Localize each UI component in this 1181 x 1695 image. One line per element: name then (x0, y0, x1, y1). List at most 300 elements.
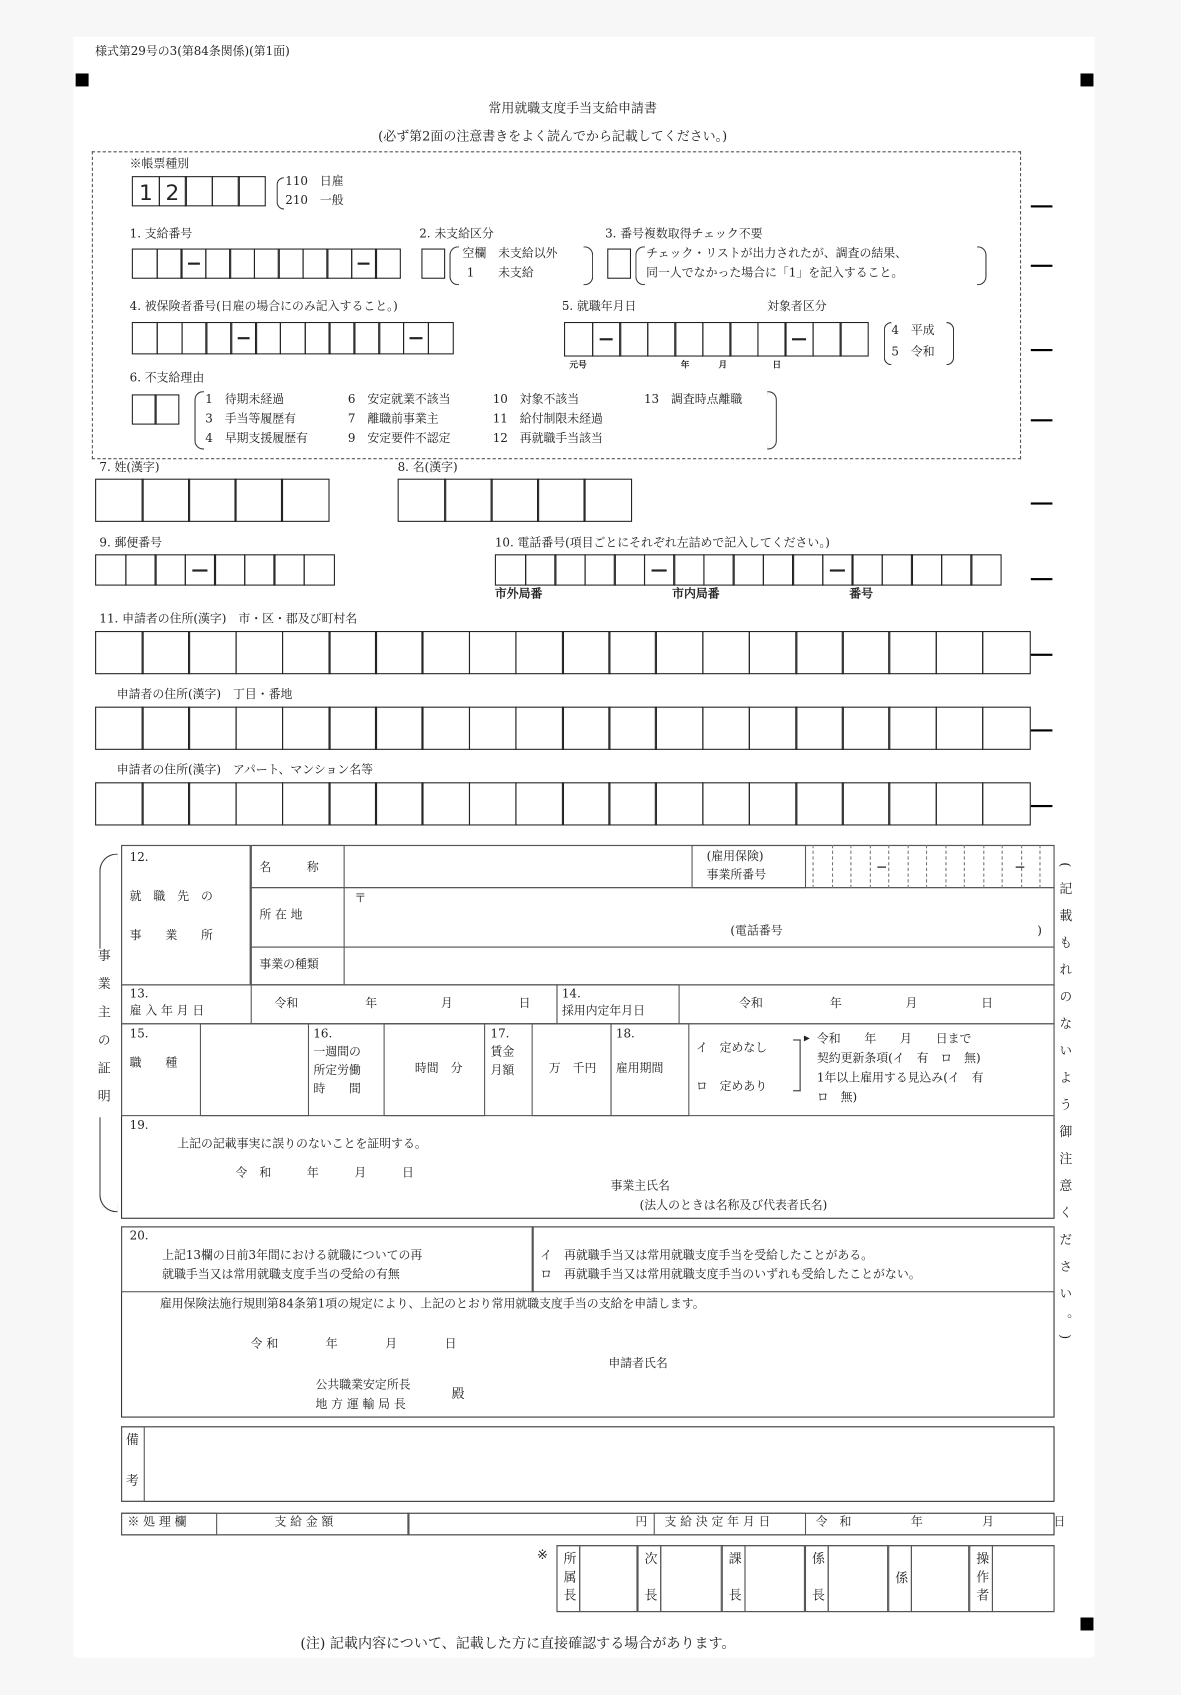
digit-box[interactable] (328, 631, 376, 674)
field-number: 12. (129, 850, 149, 865)
digit-box[interactable] (142, 707, 190, 750)
digit-box[interactable] (840, 322, 869, 357)
digit-box[interactable] (95, 631, 143, 674)
digit-box[interactable] (155, 394, 179, 424)
digit-box[interactable] (206, 322, 232, 354)
digit-box[interactable] (142, 782, 190, 825)
cell (251, 887, 1055, 948)
digit-box[interactable] (609, 631, 657, 674)
local-code-sublabel: 市内局番 (672, 586, 720, 601)
office-label: 事 業 所 (129, 928, 213, 943)
payment-number-label: 1. 支給番号 (129, 226, 193, 241)
wage-label: 賃金 (490, 1044, 515, 1059)
digit-box[interactable] (655, 707, 703, 750)
form-title: 常用就職支度手当支給申請書 (488, 100, 657, 116)
digit-box[interactable] (935, 631, 983, 674)
digit-box[interactable] (655, 782, 703, 825)
form-subtitle: (必ず第2面の注意書きをよく読んでから記載してください。) (378, 128, 728, 144)
digit-box[interactable] (792, 554, 823, 585)
era-option: 5 令和 (891, 344, 935, 359)
digit-box[interactable] (95, 707, 143, 750)
digit-box[interactable] (422, 631, 470, 674)
stamp-cell[interactable] (992, 1545, 1055, 1612)
nonpayment-reason: 3 手当等履歴有 (205, 411, 297, 426)
digit-box[interactable] (515, 782, 563, 825)
remarks-field[interactable] (121, 1426, 1055, 1502)
history-option-yes[interactable]: イ 再就職手当又は常用就職支度手当を受給したことがある。 (540, 1247, 874, 1263)
digit-box[interactable] (982, 631, 1030, 674)
digit-box[interactable] (749, 707, 797, 750)
paren (449, 246, 459, 285)
digit-box[interactable] (234, 479, 282, 522)
period-detail: 令和 年 月 日まで (816, 1031, 972, 1046)
digit-box[interactable] (889, 707, 937, 750)
hours-label: 時 間 (313, 1081, 361, 1096)
caution-note: (記載もれのないよう御注意ください。) (1057, 862, 1073, 1354)
dash-box[interactable] (643, 554, 674, 585)
employment-period-label: 雇用期間 (615, 1061, 664, 1076)
applicant-name-label: 申請者氏名 (608, 1356, 668, 1371)
digit-box[interactable] (982, 707, 1030, 750)
period-option-none[interactable]: イ 定めなし (695, 1040, 768, 1055)
digit-box[interactable] (125, 554, 156, 585)
addressee: 地 方 運 輸 局 長 (315, 1397, 406, 1412)
phone-boxes[interactable] (495, 554, 1000, 585)
digit-box[interactable] (422, 707, 470, 750)
digit-box[interactable] (584, 554, 615, 585)
field-number: 20. (129, 1228, 149, 1243)
digit-box[interactable] (282, 631, 330, 674)
remarks-label: 備考 (124, 1432, 140, 1515)
paren (884, 322, 892, 365)
postal-code-boxes[interactable] (95, 554, 333, 585)
digit-box[interactable] (142, 479, 190, 522)
digit-box[interactable] (156, 249, 182, 279)
digit-box[interactable] (156, 322, 182, 354)
digit-box[interactable] (515, 631, 563, 674)
duplicate-check-box[interactable] (607, 249, 629, 279)
employer-name-note: (法人のときは名称及び代表者氏名) (639, 1198, 828, 1213)
office-label: 就 職 先 の (129, 889, 213, 904)
insured-number-label: 4. 被保険者番号(日雇の場合にのみ記入すること。) (129, 299, 398, 314)
address-building-label: 申請者の住所(漢字) アパート、マンション名等 (116, 762, 374, 777)
digit-box[interactable] (282, 707, 330, 750)
digit-divider (926, 845, 927, 888)
digit-box[interactable] (564, 322, 593, 357)
paren (947, 322, 955, 365)
digit-box[interactable] (554, 554, 585, 585)
digit-box[interactable] (378, 322, 404, 354)
hire-date-year: 年 (365, 996, 378, 1011)
digit-box[interactable] (421, 249, 444, 279)
digit-box[interactable] (851, 554, 882, 585)
period-detail: 1年以上雇用する見込み(イ 有 (816, 1070, 984, 1085)
digit-box[interactable] (702, 322, 731, 357)
digit-box[interactable] (375, 631, 423, 674)
margin-mark (1031, 502, 1053, 504)
nonpayment-reason: 7 離職前事業主 (347, 411, 439, 426)
office-location-label: 所 在 地 (259, 907, 303, 922)
stamp-cell[interactable] (911, 1545, 969, 1612)
hours-label: 所定労働 (313, 1063, 361, 1078)
digit-box[interactable] (188, 707, 236, 750)
digit-box[interactable] (941, 554, 972, 585)
day-sublabel: 日 (772, 358, 782, 370)
dash-box[interactable] (184, 554, 215, 585)
employer-name-label: 事業主氏名 (610, 1178, 670, 1193)
digit-box[interactable] (583, 479, 631, 522)
insured-number-boxes[interactable] (132, 322, 452, 354)
nonpayment-reason: 13 調査時点離職 (643, 392, 743, 407)
approval-role-label: 係 (893, 1571, 909, 1585)
duplicate-check-note: チェック・リストが出力されたが、調査の結果、 (646, 246, 908, 261)
digit-box[interactable] (132, 394, 156, 424)
digit-box[interactable] (354, 322, 380, 354)
approval-role-label: 課長 (727, 1551, 743, 1626)
brace (277, 177, 285, 209)
given-name-label: 8. 名(漢字) (397, 460, 458, 475)
form-type-option: 110 日雇 (285, 173, 344, 189)
digit-box[interactable] (795, 631, 843, 674)
digit-box[interactable] (188, 479, 236, 522)
digit-box[interactable] (326, 249, 352, 279)
digit-box[interactable] (302, 249, 328, 279)
digit-box[interactable] (702, 782, 750, 825)
digit-box[interactable] (155, 554, 186, 585)
cell (121, 845, 251, 985)
address-street-label: 申請者の住所(漢字) 丁目・番地 (116, 687, 293, 702)
digit-divider (945, 845, 946, 888)
stamp-cell[interactable] (579, 1545, 637, 1612)
field-number: 17. (490, 1026, 510, 1041)
hours-units: 時間 分 (414, 1061, 463, 1076)
offer-date-era: 令和 (739, 996, 763, 1011)
digit-box[interactable] (235, 707, 283, 750)
amount-label: 支 給 金 額 (274, 1514, 334, 1529)
dash-box[interactable] (351, 249, 377, 279)
hours-label: 一週間の (313, 1044, 361, 1059)
digit-box[interactable] (607, 249, 630, 279)
digit-box[interactable] (982, 782, 1030, 825)
history-option-no[interactable]: ロ 再就職手当又は常用就職支度手当のいずれも受給したことがない。 (540, 1267, 921, 1282)
period-option-fixed[interactable]: ロ 定めあり (695, 1079, 768, 1094)
digit-box[interactable] (495, 554, 526, 585)
margin-mark (1031, 729, 1053, 731)
nonpayment-reason-label: 6. 不支給理由 (129, 370, 205, 385)
digit-divider (964, 845, 965, 888)
paren (635, 246, 645, 285)
nonpayment-reason: 4 早期支援履歴有 (205, 431, 308, 446)
digit-box[interactable] (185, 176, 213, 206)
digit-divider (1002, 845, 1003, 888)
digit-box[interactable] (422, 782, 470, 825)
job-type-label: 職 種 (129, 1055, 178, 1070)
paren (194, 391, 204, 449)
approval-role-label: 係長 (810, 1551, 826, 1626)
digit-box[interactable] (674, 322, 703, 357)
field-number: 14. (561, 986, 581, 1001)
phone-label: 10. 電話番号(項目ごとにそれぞれ左詰めで記入してください。) (494, 535, 830, 550)
digit-box[interactable] (515, 707, 563, 750)
margin-mark (1031, 349, 1053, 351)
digit-box[interactable] (253, 249, 279, 279)
approval-role-label: 次長 (642, 1551, 659, 1626)
nonpayment-reason: 9 安定要件不認定 (347, 431, 451, 446)
digit-box[interactable] (375, 782, 423, 825)
field-number: 18. (615, 1026, 635, 1041)
digit-box[interactable] (273, 554, 304, 585)
digit-box[interactable] (619, 322, 648, 357)
digit-box[interactable] (935, 707, 983, 750)
paren (583, 246, 593, 285)
digit-box[interactable] (795, 782, 843, 825)
digit-box[interactable] (211, 176, 239, 206)
digit-box[interactable] (729, 322, 758, 357)
digit-box[interactable] (911, 554, 942, 585)
field-number: 13. (129, 986, 149, 1001)
digit-box[interactable] (132, 322, 158, 354)
digit-box[interactable] (749, 782, 797, 825)
wage-label: 月額 (490, 1063, 515, 1078)
office-name-label: 名 称 (259, 860, 319, 875)
postal-mark: 〒 (354, 891, 367, 906)
offer-date-month: 月 (905, 996, 918, 1011)
office-use-mark: ※ (537, 1547, 548, 1563)
nonpayment-reason: 1 待期未経過 (205, 392, 285, 407)
form-number: 様式第29号の3(第84条関係)(第1面) (95, 44, 290, 59)
digit-box[interactable] (673, 554, 704, 585)
application-date: 令 和 年 月 日 (250, 1336, 457, 1351)
digit-box[interactable] (525, 554, 556, 585)
form-type-option: 210 一般 (285, 193, 344, 208)
digit-box[interactable] (142, 631, 190, 674)
digit-box[interactable] (304, 322, 330, 354)
digit-box[interactable] (935, 782, 983, 825)
arrow-connector (793, 1039, 801, 1091)
digit-box[interactable] (328, 782, 376, 825)
digit-box[interactable] (970, 554, 1001, 585)
digit-box[interactable] (702, 631, 750, 674)
target-category-label: 対象者区分 (767, 299, 827, 314)
cell (251, 947, 1055, 986)
digit-box[interactable] (95, 479, 143, 522)
digit-box[interactable] (282, 782, 330, 825)
address-building-boxes[interactable] (95, 782, 1029, 825)
form-type-boxes[interactable] (132, 176, 264, 206)
registration-mark (1081, 73, 1094, 86)
stamp-cell[interactable] (828, 1545, 889, 1612)
dash-box[interactable] (403, 322, 429, 354)
digit-box[interactable] (95, 554, 126, 585)
cell (200, 1023, 309, 1116)
unpaid-category-box[interactable] (421, 249, 443, 279)
history-question: 上記13欄の日前3年間における就職についての再 (162, 1247, 423, 1263)
address-city-boxes[interactable] (95, 631, 1029, 674)
form-type-label: ※帳票種別 (129, 156, 190, 171)
certification-text: 上記の記載事実に誤りのないことを証明する。 (177, 1136, 427, 1151)
digit-box[interactable] (749, 631, 797, 674)
dash-mark (877, 867, 886, 868)
digit-box[interactable] (244, 554, 275, 585)
margin-mark (1031, 578, 1053, 580)
digit-box[interactable] (655, 631, 703, 674)
digit-box[interactable] (303, 554, 334, 585)
nonpayment-reason-boxes[interactable] (132, 394, 177, 424)
digit-box[interactable] (614, 554, 645, 585)
history-question: 就職手当又は常用就職支度手当の受給の有無 (162, 1267, 400, 1282)
registration-mark (1081, 1618, 1094, 1631)
digit-box[interactable]: 2 (158, 176, 186, 206)
margin-mark (1031, 265, 1053, 267)
digit-box[interactable] (328, 707, 376, 750)
offer-date-label: 採用内定年月日 (561, 1003, 646, 1018)
digit-box[interactable] (238, 176, 266, 206)
unpaid-category-label: 2. 未支給区分 (419, 226, 494, 241)
digit-box[interactable] (255, 322, 281, 354)
business-type-label: 事業の種類 (259, 957, 319, 972)
digit-box[interactable] (235, 782, 283, 825)
era-sublabel: 元号 (569, 358, 587, 370)
digit-box[interactable] (812, 322, 841, 357)
dash-mark (1016, 867, 1025, 868)
digit-box[interactable] (795, 707, 843, 750)
dash-box[interactable] (592, 322, 621, 357)
approval-role-label: 操作者 (974, 1551, 990, 1607)
application-statement: 雇用保険法施行規則第84条第1項の規定により、上記のとおり常用就職支度手当の支給を申請します。 (159, 1296, 705, 1311)
surname-boxes[interactable] (95, 479, 327, 522)
digit-box[interactable] (889, 631, 937, 674)
dash-box[interactable] (180, 249, 206, 279)
digit-box[interactable] (842, 707, 890, 750)
digit-box[interactable] (188, 782, 236, 825)
digit-box[interactable] (469, 782, 517, 825)
digit-box[interactable] (762, 554, 793, 585)
duplicate-check-label: 3. 番号複数取得チェック不要 (605, 226, 763, 241)
address-street-boxes[interactable] (95, 707, 1029, 750)
digit-divider (983, 845, 984, 888)
wage-units: 万 千円 (548, 1061, 597, 1076)
digit-box[interactable] (398, 479, 446, 522)
digit-box[interactable] (842, 631, 890, 674)
number-sublabel: 番号 (849, 586, 874, 601)
digit-box[interactable] (842, 782, 890, 825)
digit-box[interactable] (181, 322, 207, 354)
nonpayment-reason: 6 安定就業不該当 (347, 392, 451, 407)
digit-box[interactable] (881, 554, 912, 585)
nonpayment-reason: 12 再就職手当該当 (492, 431, 603, 446)
digit-box[interactable] (562, 707, 610, 750)
digit-box[interactable] (235, 631, 283, 674)
paren (977, 246, 987, 285)
office-number-label: 事業所番号 (706, 867, 767, 882)
digit-divider (831, 845, 832, 888)
employer-certification-label: 事業主の証明 (95, 949, 113, 1118)
digit-box[interactable] (375, 707, 423, 750)
office-number-label: (雇用保険) (706, 849, 764, 864)
digit-box[interactable] (278, 249, 304, 279)
nonpayment-reason: 10 対象不該当 (492, 392, 580, 407)
digit-box[interactable] (469, 707, 517, 750)
digit-box[interactable] (609, 707, 657, 750)
digit-box[interactable] (214, 554, 245, 585)
digit-box[interactable] (647, 322, 676, 357)
digit-box[interactable] (703, 554, 734, 585)
digit-box[interactable] (562, 631, 610, 674)
arrow-icon: ▸ (803, 1030, 810, 1045)
digit-box[interactable] (757, 322, 786, 357)
offer-date-day: 日 (981, 996, 993, 1011)
dash-box[interactable] (784, 322, 813, 357)
digit-box[interactable] (491, 479, 539, 522)
digit-box[interactable] (609, 782, 657, 825)
dash-box[interactable] (230, 322, 256, 354)
digit-box[interactable] (469, 631, 517, 674)
stamp-cell[interactable] (660, 1545, 722, 1612)
honorific: 殿 (451, 1386, 465, 1402)
decision-date-label: 支 給 決 定 年 月 日 (664, 1514, 771, 1529)
unpaid-option: 1 未支給 (466, 265, 534, 280)
payment-number-boxes[interactable] (132, 249, 399, 279)
hire-date-era: 令和 (274, 996, 299, 1011)
processing-label: ※ 処 理 欄 (127, 1514, 187, 1529)
hire-date-day: 日 (518, 996, 531, 1011)
certification-date: 令 和 年 月 日 (235, 1165, 414, 1180)
digit-divider (869, 845, 870, 888)
unpaid-option: 空欄 未支給以外 (462, 246, 558, 261)
digit-box[interactable] (427, 322, 453, 354)
divider (532, 1226, 534, 1292)
digit-box[interactable] (95, 782, 143, 825)
digit-box[interactable] (889, 782, 937, 825)
digit-box[interactable] (562, 782, 610, 825)
dash-box[interactable] (822, 554, 853, 585)
digit-box[interactable] (229, 249, 255, 279)
digit-divider (907, 845, 908, 888)
field-number: 16. (313, 1026, 333, 1041)
digit-box[interactable] (702, 707, 750, 750)
period-detail: 契約更新条項(イ 有 ロ 無) (816, 1051, 981, 1066)
digit-box[interactable] (537, 479, 585, 522)
era-option: 4 平成 (891, 323, 935, 338)
digit-divider (813, 845, 814, 888)
digit-box[interactable] (132, 249, 158, 279)
paren (767, 391, 777, 449)
digit-box[interactable] (329, 322, 355, 354)
duplicate-check-note: 同一人でなかった場合に「1」を記入すること。 (646, 265, 904, 280)
hire-date-month: 月 (440, 996, 453, 1011)
digit-box[interactable]: 1 (132, 176, 160, 206)
hire-date-label: 雇 入 年 月 日 (129, 1003, 205, 1018)
year-sublabel: 年 (680, 358, 690, 370)
digit-box[interactable] (375, 249, 401, 279)
office-phone-label: (電話番号 (730, 923, 783, 938)
digit-box[interactable] (188, 631, 236, 674)
digit-box[interactable] (280, 322, 306, 354)
yen-unit: 円 (635, 1514, 648, 1529)
nonpayment-reason: 11 給付制限未経過 (492, 411, 603, 426)
field-number: 15. (129, 1026, 149, 1041)
stamp-cell[interactable] (744, 1545, 805, 1612)
addressee: 公共職業安定所長 (315, 1377, 411, 1392)
given-name-boxes[interactable] (398, 479, 630, 522)
employment-date-boxes[interactable] (564, 322, 867, 357)
approval-role-label: 所属長 (561, 1551, 577, 1607)
digit-box[interactable] (444, 479, 492, 522)
digit-box[interactable] (205, 249, 231, 279)
digit-box[interactable] (281, 479, 329, 522)
digit-box[interactable] (733, 554, 764, 585)
period-detail: ロ 無) (816, 1090, 858, 1105)
